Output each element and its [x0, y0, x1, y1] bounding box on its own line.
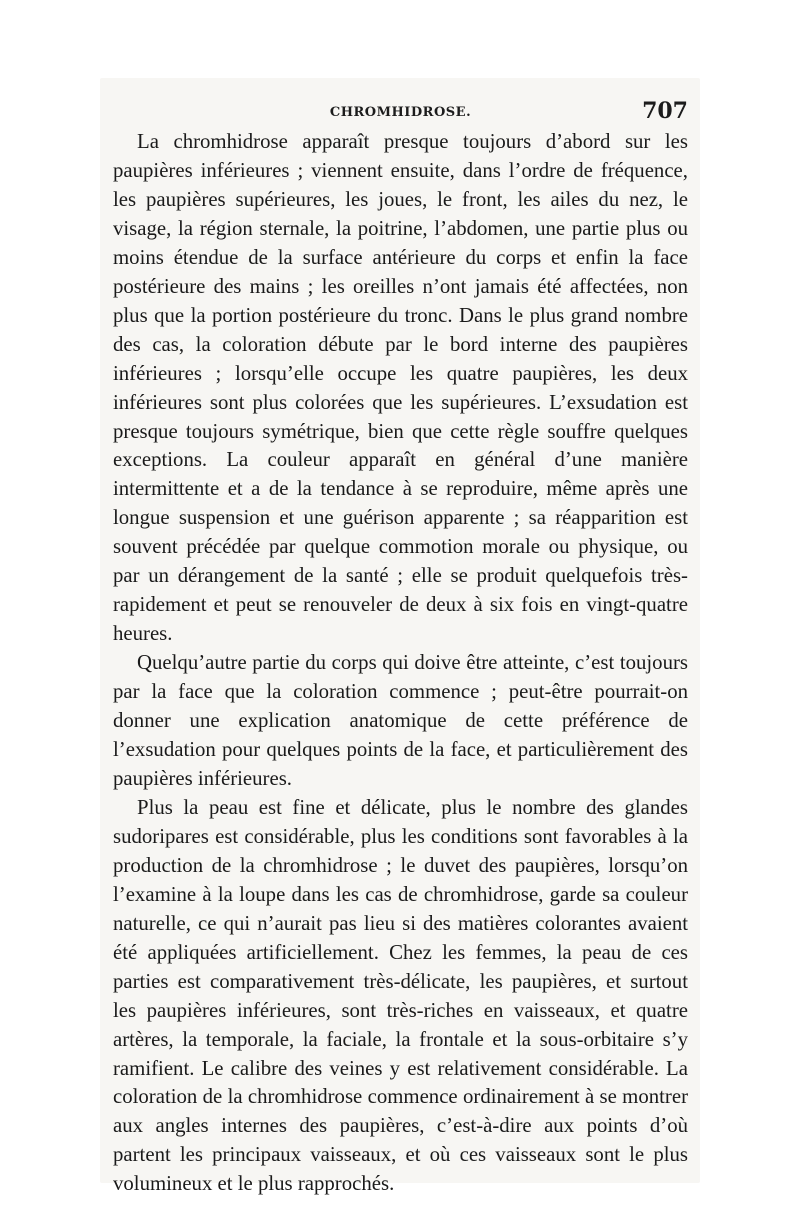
paragraph: Quelqu’autre partie du corps qui doive être atteinte, c’est toujours par la face que la coloration commence ; peut-être pourrait-on donner une explication anatomique de cette préférence de l’exsudation pour quelques points de la face, et particulièrement des paupières inférieures. [113, 651, 688, 790]
paragraph: Plus la peau est fine et délicate, plus le nombre des glandes sudoripares est considérable, plus les conditions sont favorables à la production de la chromhidrose ; le duvet des paupières, lorsqu’on l’examine à la loupe dans les cas de chromhidrose, garde sa couleur naturelle, ce qui n’aurait pas lieu si des matières colorantes avaient été appliquées artificiellement. Chez les femmes, la peau de ces parties est comparativement très-délicate, les paupières, et surtout les paupières inférieures, sont très-riches en vaisseaux, et quatre artères, la temporale, la faciale, la frontale et la sous-orbitaire s’y ramifient. Le calibre des veines y est relativement considérable. La coloration de la chromhidrose commence ordinairement à se montrer aux angles internes des paupières, c’est-à-dire aux points d’où partent les principaux vaisseaux, et où ces vaisseaux sont le plus volumineux et le plus rapprochés. [113, 795, 688, 1196]
paragraph: La chromhidrose apparaît presque toujours d’abord sur les paupières inférieures ; viennent ensuite, dans l’ordre de fréquence, les paupières supérieures, les joues, le front, les ailes du nez, le visage, la région sternale, la poitrine, l’abdomen, une partie plus ou moins étendue de la surface antérieure du corps et enfin la face postérieure des mains ; les oreilles n’ont jamais été affectées, non plus que la portion postérieure du tronc. Dans le plus grand nombre des cas, la coloration débute par le bord interne des paupières inférieures ; lorsqu’elle occupe les quatre paupières, les deux inférieures sont plus colorées que les supérieures. L’exsudation est presque toujours symétrique, bien que cette règle souffre quelques exceptions. La couleur apparaît en général d’une manière intermittente et a de la tendance à se reproduire, même après une longue suspension et une guérison apparente ; sa réapparition est souvent précédée par quelque commotion morale ou physique, ou par un dérangement de la santé ; elle se produit quelquefois très-rapidement et peut se renouveler de deux à six fois en vingt-quatre heures. [113, 130, 688, 646]
page-number: 707 [642, 98, 688, 124]
body-text [113, 128, 688, 1199]
running-title: CHROMHIDROSE. [329, 105, 472, 120]
running-head [113, 96, 688, 126]
